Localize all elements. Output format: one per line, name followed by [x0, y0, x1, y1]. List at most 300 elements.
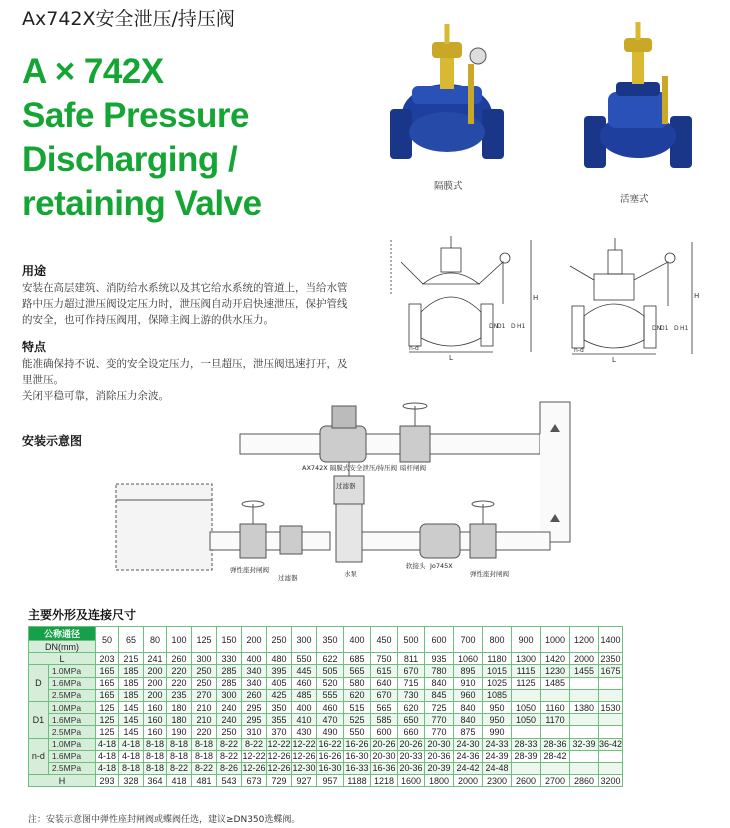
big-title-line-1: A × 742X — [22, 52, 164, 91]
table-cell: 270 — [192, 689, 217, 701]
table-cell: 480 — [267, 653, 292, 665]
table-cell: 200 — [144, 689, 167, 701]
table-cell: 725 — [425, 701, 454, 713]
table-cell: 8-18 — [192, 738, 217, 750]
table-cell: 20-30 — [425, 738, 454, 750]
table-cell: 935 — [425, 653, 454, 665]
diaphragm-label: 隔膜式 — [434, 181, 463, 192]
table-cell: 418 — [167, 775, 192, 787]
table-cell: 1015 — [483, 665, 512, 677]
table-cell: 16-30 — [345, 751, 369, 762]
table-cell — [541, 689, 570, 701]
table-row — [29, 665, 623, 677]
table-cell: 364 — [144, 775, 167, 787]
table-cell: 770 — [425, 726, 454, 738]
table-cell: 190 — [167, 726, 192, 738]
table-cell: 340 — [242, 665, 267, 677]
features-line-2: 里泄压。 — [22, 374, 64, 386]
dn-cell: 400 — [344, 627, 371, 653]
table-cell: 1125 — [512, 677, 541, 689]
table-cell: 770 — [425, 714, 454, 726]
table-cell: 293 — [96, 775, 119, 787]
table-cell: 1530 — [600, 702, 621, 713]
table-cell: 8-18 — [192, 750, 217, 762]
table-cell — [541, 726, 570, 738]
table-cell: 4-18 — [96, 750, 119, 762]
dn-cell: 500 — [398, 627, 425, 653]
features-heading: 特点 — [22, 340, 47, 354]
table-cell: 1050 — [512, 701, 541, 713]
table-cell: 241 — [144, 653, 167, 665]
dim2-label-d1: D1 — [660, 325, 669, 332]
gate-valve-left-icon — [240, 501, 266, 558]
table-cell: 310 — [242, 726, 267, 738]
table-cell: 1160 — [541, 701, 570, 713]
table-cell: 565 — [344, 665, 371, 677]
table-cell: 12-26 — [292, 751, 316, 762]
table-cell: 12-26 — [267, 763, 291, 774]
table-cell: 1085 — [483, 689, 512, 701]
table-cell — [570, 762, 599, 774]
table-cell: 16-26 — [318, 751, 342, 762]
table-cell: 845 — [425, 689, 454, 701]
table-cell: 250 — [192, 677, 217, 689]
table-cell: 4-18 — [96, 762, 119, 774]
table-cell: 1675 — [600, 665, 621, 676]
table-cell: 370 — [267, 726, 292, 738]
table-cell: 16-30 — [318, 763, 342, 774]
table-cell: 620 — [398, 701, 425, 713]
soft-joint-label: 软接头 — [406, 562, 426, 570]
pressure-class-label: 2.5MPa — [48, 726, 95, 738]
table-cell — [512, 762, 541, 774]
dim-label-h1: H1 — [517, 323, 526, 330]
table-cell: 1050 — [512, 714, 541, 726]
diaphragm-dimension-drawing — [383, 232, 543, 362]
dn-cell: 900 — [512, 627, 541, 653]
dim2-label-d: D — [674, 325, 679, 332]
pressure-class-label: 1.6MPa — [48, 677, 95, 689]
table-cell: 160 — [144, 701, 167, 713]
usage-line-3: 的安全，也可作持压阀用，保障主阀上游的供水压力。 — [22, 314, 274, 326]
usage-line-1: 安装在高层建筑、消防给水系统以及其它给水系统的管道上，当给水管 — [22, 282, 348, 294]
table-cell: 300 — [192, 653, 217, 665]
table-cell: 840 — [425, 677, 454, 689]
table-cell: 220 — [167, 677, 192, 689]
table-cell: 28-33 — [512, 738, 541, 750]
table-cell: 840 — [454, 701, 483, 713]
table-cell: 28-42 — [541, 750, 570, 762]
table-cell: 8-18 — [119, 762, 144, 774]
table-cell: 1060 — [454, 653, 483, 665]
dn-cell: 50 — [96, 627, 119, 653]
table-row — [29, 750, 623, 762]
table-cell: 670 — [371, 689, 398, 701]
table-cell: 673 — [242, 775, 267, 787]
table-cell: 20-26 — [399, 739, 423, 750]
table-cell: 2000 — [454, 775, 483, 787]
table-cell — [570, 714, 599, 726]
table-cell: 2000 — [570, 653, 599, 665]
dn-cell: 250 — [267, 627, 292, 653]
table-cell: 960 — [454, 689, 483, 701]
table-cell: 395 — [267, 665, 292, 677]
pressure-class-label: 2.5MPa — [48, 689, 95, 701]
dn-cell: 1400 — [599, 627, 623, 653]
table-cell: 250 — [217, 726, 242, 738]
table-cell — [599, 762, 623, 774]
table-cell: 550 — [292, 653, 317, 665]
table-cell: 1600 — [398, 775, 425, 787]
table-cell: 600 — [371, 726, 398, 738]
pressure-class-label: 1.0MPa — [48, 665, 95, 677]
table-cell: 12-26 — [242, 763, 266, 774]
table-cell: 16-26 — [345, 739, 369, 750]
table-cell: 445 — [292, 665, 317, 677]
table-cell: 620 — [344, 689, 371, 701]
table-cell: 1300 — [512, 653, 541, 665]
dn-cell: 600 — [425, 627, 454, 653]
table-cell: 285 — [217, 665, 242, 677]
table-cell — [599, 689, 623, 701]
features-line-3: 关闭平稳可靠，消除压力余波。 — [22, 390, 169, 402]
table-cell: 515 — [344, 701, 371, 713]
table-cell: 180 — [167, 714, 192, 726]
table-cell: 670 — [398, 665, 425, 677]
table-cell: 240 — [217, 701, 242, 713]
table-cell: 145 — [119, 714, 144, 726]
table-cell: 8-22 — [167, 762, 192, 774]
table-cell: 28-39 — [512, 750, 541, 762]
dn-cell: 125 — [192, 627, 217, 653]
table-cell: 2300 — [483, 775, 512, 787]
dim2-label-h1: H1 — [680, 325, 689, 332]
table-cell: 12-22 — [267, 739, 291, 750]
table-cell: 8-18 — [144, 750, 167, 762]
table-cell: 24-30 — [454, 738, 483, 750]
dim2-label-nd: n-d — [574, 347, 584, 354]
nominal-diameter-header: 公称通径 — [29, 627, 96, 641]
table-cell: 8-18 — [167, 750, 192, 762]
table-cell: 895 — [454, 665, 483, 677]
spec-table — [28, 626, 623, 787]
table-cell: 8-22 — [217, 750, 242, 762]
row-group-label: L — [29, 653, 96, 665]
table-cell: 520 — [317, 677, 344, 689]
table-cell: 1170 — [541, 714, 570, 726]
gate-bottom-label: 弹性座封闸阀 — [470, 570, 509, 578]
table-row — [29, 775, 623, 787]
table-cell: 200 — [144, 665, 167, 677]
table-cell: 460 — [317, 701, 344, 713]
footnote: 注：安装示意图中弹性座封闸阀或蝶阀任选，建议≥DN350选蝶阀。 — [28, 815, 301, 825]
usage-heading: 用途 — [22, 264, 47, 278]
table-cell: 20-36 — [425, 750, 454, 762]
table-cell: 295 — [242, 714, 267, 726]
piston-valve-photo — [578, 18, 698, 178]
table-cell: 8-18 — [167, 738, 192, 750]
table-cell — [570, 677, 599, 689]
table-cell: 1485 — [541, 677, 570, 689]
table-cell: 565 — [371, 701, 398, 713]
table-cell: 8-18 — [144, 762, 167, 774]
table-cell: 24-48 — [483, 762, 512, 774]
table-cell: 685 — [344, 653, 371, 665]
table-cell: 16-36 — [372, 763, 396, 774]
table-cell: 8-22 — [242, 738, 267, 750]
pressure-class-label: 2.5MPa — [48, 762, 95, 774]
table-cell: 485 — [292, 689, 317, 701]
table-row — [29, 701, 623, 713]
dn-cell: 450 — [371, 627, 398, 653]
features-line-1: 能准确保持不说、变的安全设定压力，一旦超压，泄压阀迅速打开，及 — [22, 358, 348, 370]
dim-label-d1: D1 — [497, 323, 506, 330]
table-cell: 165 — [96, 677, 119, 689]
table-cell: 650 — [398, 714, 425, 726]
check-valve-label: Jo745X — [430, 562, 453, 570]
pressure-class-label: 1.0MPa — [48, 701, 95, 713]
table-cell: 12-26 — [267, 751, 291, 762]
row-group-label: n-d — [29, 738, 49, 775]
dn-cell: 300 — [292, 627, 317, 653]
dn-cell: 100 — [167, 627, 192, 653]
table-cell: 20-26 — [372, 739, 396, 750]
dn-cell: 700 — [454, 627, 483, 653]
table-cell: 1800 — [425, 775, 454, 787]
table-cell: 780 — [425, 665, 454, 677]
table-cell: 260 — [167, 653, 192, 665]
dn-cell: 1200 — [570, 627, 599, 653]
table-cell: 750 — [371, 653, 398, 665]
table-cell: 811 — [398, 653, 425, 665]
dim-label-dn: DN — [489, 323, 499, 330]
table-cell: 990 — [483, 726, 512, 738]
table-cell: 185 — [119, 677, 144, 689]
table-cell — [599, 750, 623, 762]
table-cell: 145 — [119, 701, 144, 713]
dim-label-d: D — [511, 323, 516, 330]
table-cell: 295 — [242, 701, 267, 713]
table-cell: 350 — [267, 701, 292, 713]
table-cell: 622 — [317, 653, 344, 665]
table-cell: 405 — [267, 677, 292, 689]
table-cell: 340 — [242, 677, 267, 689]
table-cell: 555 — [317, 689, 344, 701]
main-valve-icon — [320, 406, 366, 462]
usage-line-2: 路中压力超过泄压阀设定压力时，泄压阀自动开启快速泄压，保护管线 — [22, 298, 348, 310]
dn-cell: 150 — [217, 627, 242, 653]
table-cell: 220 — [192, 726, 217, 738]
table-cell — [512, 689, 541, 701]
table-cell: 505 — [317, 665, 344, 677]
table-cell: 200 — [144, 677, 167, 689]
dim-label-h: H — [533, 294, 539, 302]
table-cell: 32-39 — [570, 738, 599, 750]
table-cell: 328 — [119, 775, 144, 787]
table-cell: 8-22 — [217, 738, 242, 750]
table-cell: 425 — [267, 689, 292, 701]
product-title: Ax742X安全泄压/持压阀 — [22, 8, 235, 30]
table-cell: 525 — [344, 714, 371, 726]
table-cell: 410 — [292, 714, 317, 726]
table-row — [29, 762, 623, 774]
big-title-line-3: Discharging / — [22, 140, 238, 179]
table-cell: 957 — [317, 775, 344, 787]
table-cell: 4-18 — [119, 750, 144, 762]
table-cell: 20-36 — [399, 763, 423, 774]
table-cell: 4-18 — [119, 738, 144, 750]
table-cell: 160 — [144, 726, 167, 738]
big-title-line-4: retaining Valve — [22, 184, 262, 223]
table-cell: 210 — [192, 714, 217, 726]
table-cell: 8-18 — [144, 738, 167, 750]
table-cell: 2600 — [512, 775, 541, 787]
table-cell: 1455 — [570, 665, 599, 677]
table-cell: 715 — [398, 677, 425, 689]
table-cell: 481 — [192, 775, 217, 787]
table-cell: 24-36 — [454, 750, 483, 762]
table-cell: 28-36 — [541, 738, 570, 750]
table-cell: 36-42 — [599, 739, 623, 750]
table-cell: 840 — [454, 714, 483, 726]
table-cell: 490 — [317, 726, 344, 738]
table-cell — [570, 750, 599, 762]
table-cell: 550 — [344, 726, 371, 738]
table-cell: 355 — [267, 714, 292, 726]
table-cell: 185 — [119, 689, 144, 701]
table-cell: 20-39 — [425, 762, 454, 774]
dn-unit-header: DN(mm) — [29, 641, 96, 653]
table-cell: 1420 — [541, 653, 570, 665]
table-cell: 24-39 — [483, 750, 512, 762]
table-cell: 16-33 — [345, 763, 369, 774]
table-cell: 330 — [217, 653, 242, 665]
table-cell: 8-22 — [192, 762, 217, 774]
table-cell: 210 — [192, 701, 217, 713]
table-cell: 2350 — [600, 653, 621, 664]
piston-dimension-drawing — [552, 236, 702, 366]
dn-cell: 200 — [242, 627, 267, 653]
gate-top-label: 暗杆闸阀 — [400, 464, 426, 472]
table-cell: 185 — [119, 665, 144, 677]
table-row — [29, 677, 623, 689]
table-cell: 730 — [398, 689, 425, 701]
table-cell: 470 — [317, 714, 344, 726]
table-cell: 12-30 — [292, 763, 316, 774]
table-cell: 12-22 — [242, 751, 266, 762]
dim-label-nd: n-d — [409, 345, 419, 352]
table-cell — [599, 677, 623, 689]
table-cell: 165 — [96, 665, 119, 677]
table-cell: 215 — [119, 653, 144, 665]
table-cell: 250 — [192, 665, 217, 677]
dn-cell: 65 — [119, 627, 144, 653]
pump-label: 水泵 — [344, 570, 357, 578]
pressure-pump-label: 过滤器 — [336, 482, 356, 490]
table-cell: 16-22 — [318, 739, 342, 750]
table-cell: 24-42 — [454, 762, 483, 774]
table-cell: 927 — [292, 775, 317, 787]
table-cell: 1180 — [483, 653, 512, 665]
table-cell — [541, 762, 570, 774]
filter-icon — [280, 526, 302, 554]
table-cell: 125 — [96, 714, 119, 726]
table-cell: 260 — [242, 689, 267, 701]
table-cell: 1188 — [344, 775, 371, 787]
table-cell: 1025 — [483, 677, 512, 689]
table-cell: 460 — [292, 677, 317, 689]
pressure-class-label: 1.0MPa — [48, 738, 95, 750]
gate-left-label: 弹性座封闸阀 — [230, 566, 269, 574]
check-valve-icon — [420, 524, 460, 558]
filter-left-label: 过滤器 — [278, 574, 298, 582]
table-row — [29, 653, 623, 665]
piston-label: 活塞式 — [620, 194, 649, 205]
dn-cell: 1000 — [541, 627, 570, 653]
table-cell — [599, 714, 623, 726]
diaphragm-valve-photo — [382, 14, 512, 174]
table-row — [29, 714, 623, 726]
table-cell: 2700 — [541, 775, 570, 787]
table-cell: 729 — [267, 775, 292, 787]
row-group-label: H — [29, 775, 96, 787]
table-cell: 1115 — [512, 665, 541, 677]
table-cell — [599, 726, 623, 738]
table-cell: 1380 — [570, 701, 599, 713]
table-row — [29, 726, 623, 738]
table-cell: 240 — [217, 714, 242, 726]
row-group-label: D1 — [29, 701, 49, 738]
table-cell — [570, 726, 599, 738]
table-cell: 160 — [144, 714, 167, 726]
table-cell: 24-33 — [483, 738, 512, 750]
table-cell: 4-18 — [96, 738, 119, 750]
table-cell: 950 — [483, 714, 512, 726]
table-cell: 180 — [167, 701, 192, 713]
table-cell: 165 — [96, 689, 119, 701]
table-cell: 203 — [96, 653, 119, 665]
table-cell: 640 — [371, 677, 398, 689]
table-cell: 1218 — [371, 775, 398, 787]
table-cell: 580 — [344, 677, 371, 689]
table-cell: 8-26 — [217, 762, 242, 774]
table-heading: 主要外形及连接尺寸 — [28, 608, 137, 622]
table-cell: 125 — [96, 701, 119, 713]
table-cell: 2860 — [570, 775, 599, 787]
table-row — [29, 738, 623, 750]
table-cell: 20-33 — [399, 751, 423, 762]
table-cell: 145 — [119, 726, 144, 738]
dim2-label-h: H — [694, 292, 700, 300]
dn-cell: 800 — [483, 627, 512, 653]
dim2-label-l: L — [612, 356, 616, 364]
install-heading: 安装示意图 — [22, 434, 83, 448]
dim-label-l: L — [449, 354, 453, 362]
dn-cell: 350 — [317, 627, 344, 653]
table-cell: 1230 — [541, 665, 570, 677]
table-cell: 125 — [96, 726, 119, 738]
gate-valve-top-icon — [400, 403, 430, 462]
table-cell: 585 — [371, 714, 398, 726]
table-cell: 220 — [167, 665, 192, 677]
table-cell: 430 — [292, 726, 317, 738]
row-group-label: D — [29, 665, 49, 702]
table-cell: 20-30 — [372, 751, 396, 762]
table-cell — [570, 689, 599, 701]
table-cell: 400 — [292, 701, 317, 713]
main-valve-label: AX742X 隔膜式安全泄压/持压阀 — [302, 464, 398, 472]
pressure-class-label: 1.6MPa — [48, 714, 95, 726]
